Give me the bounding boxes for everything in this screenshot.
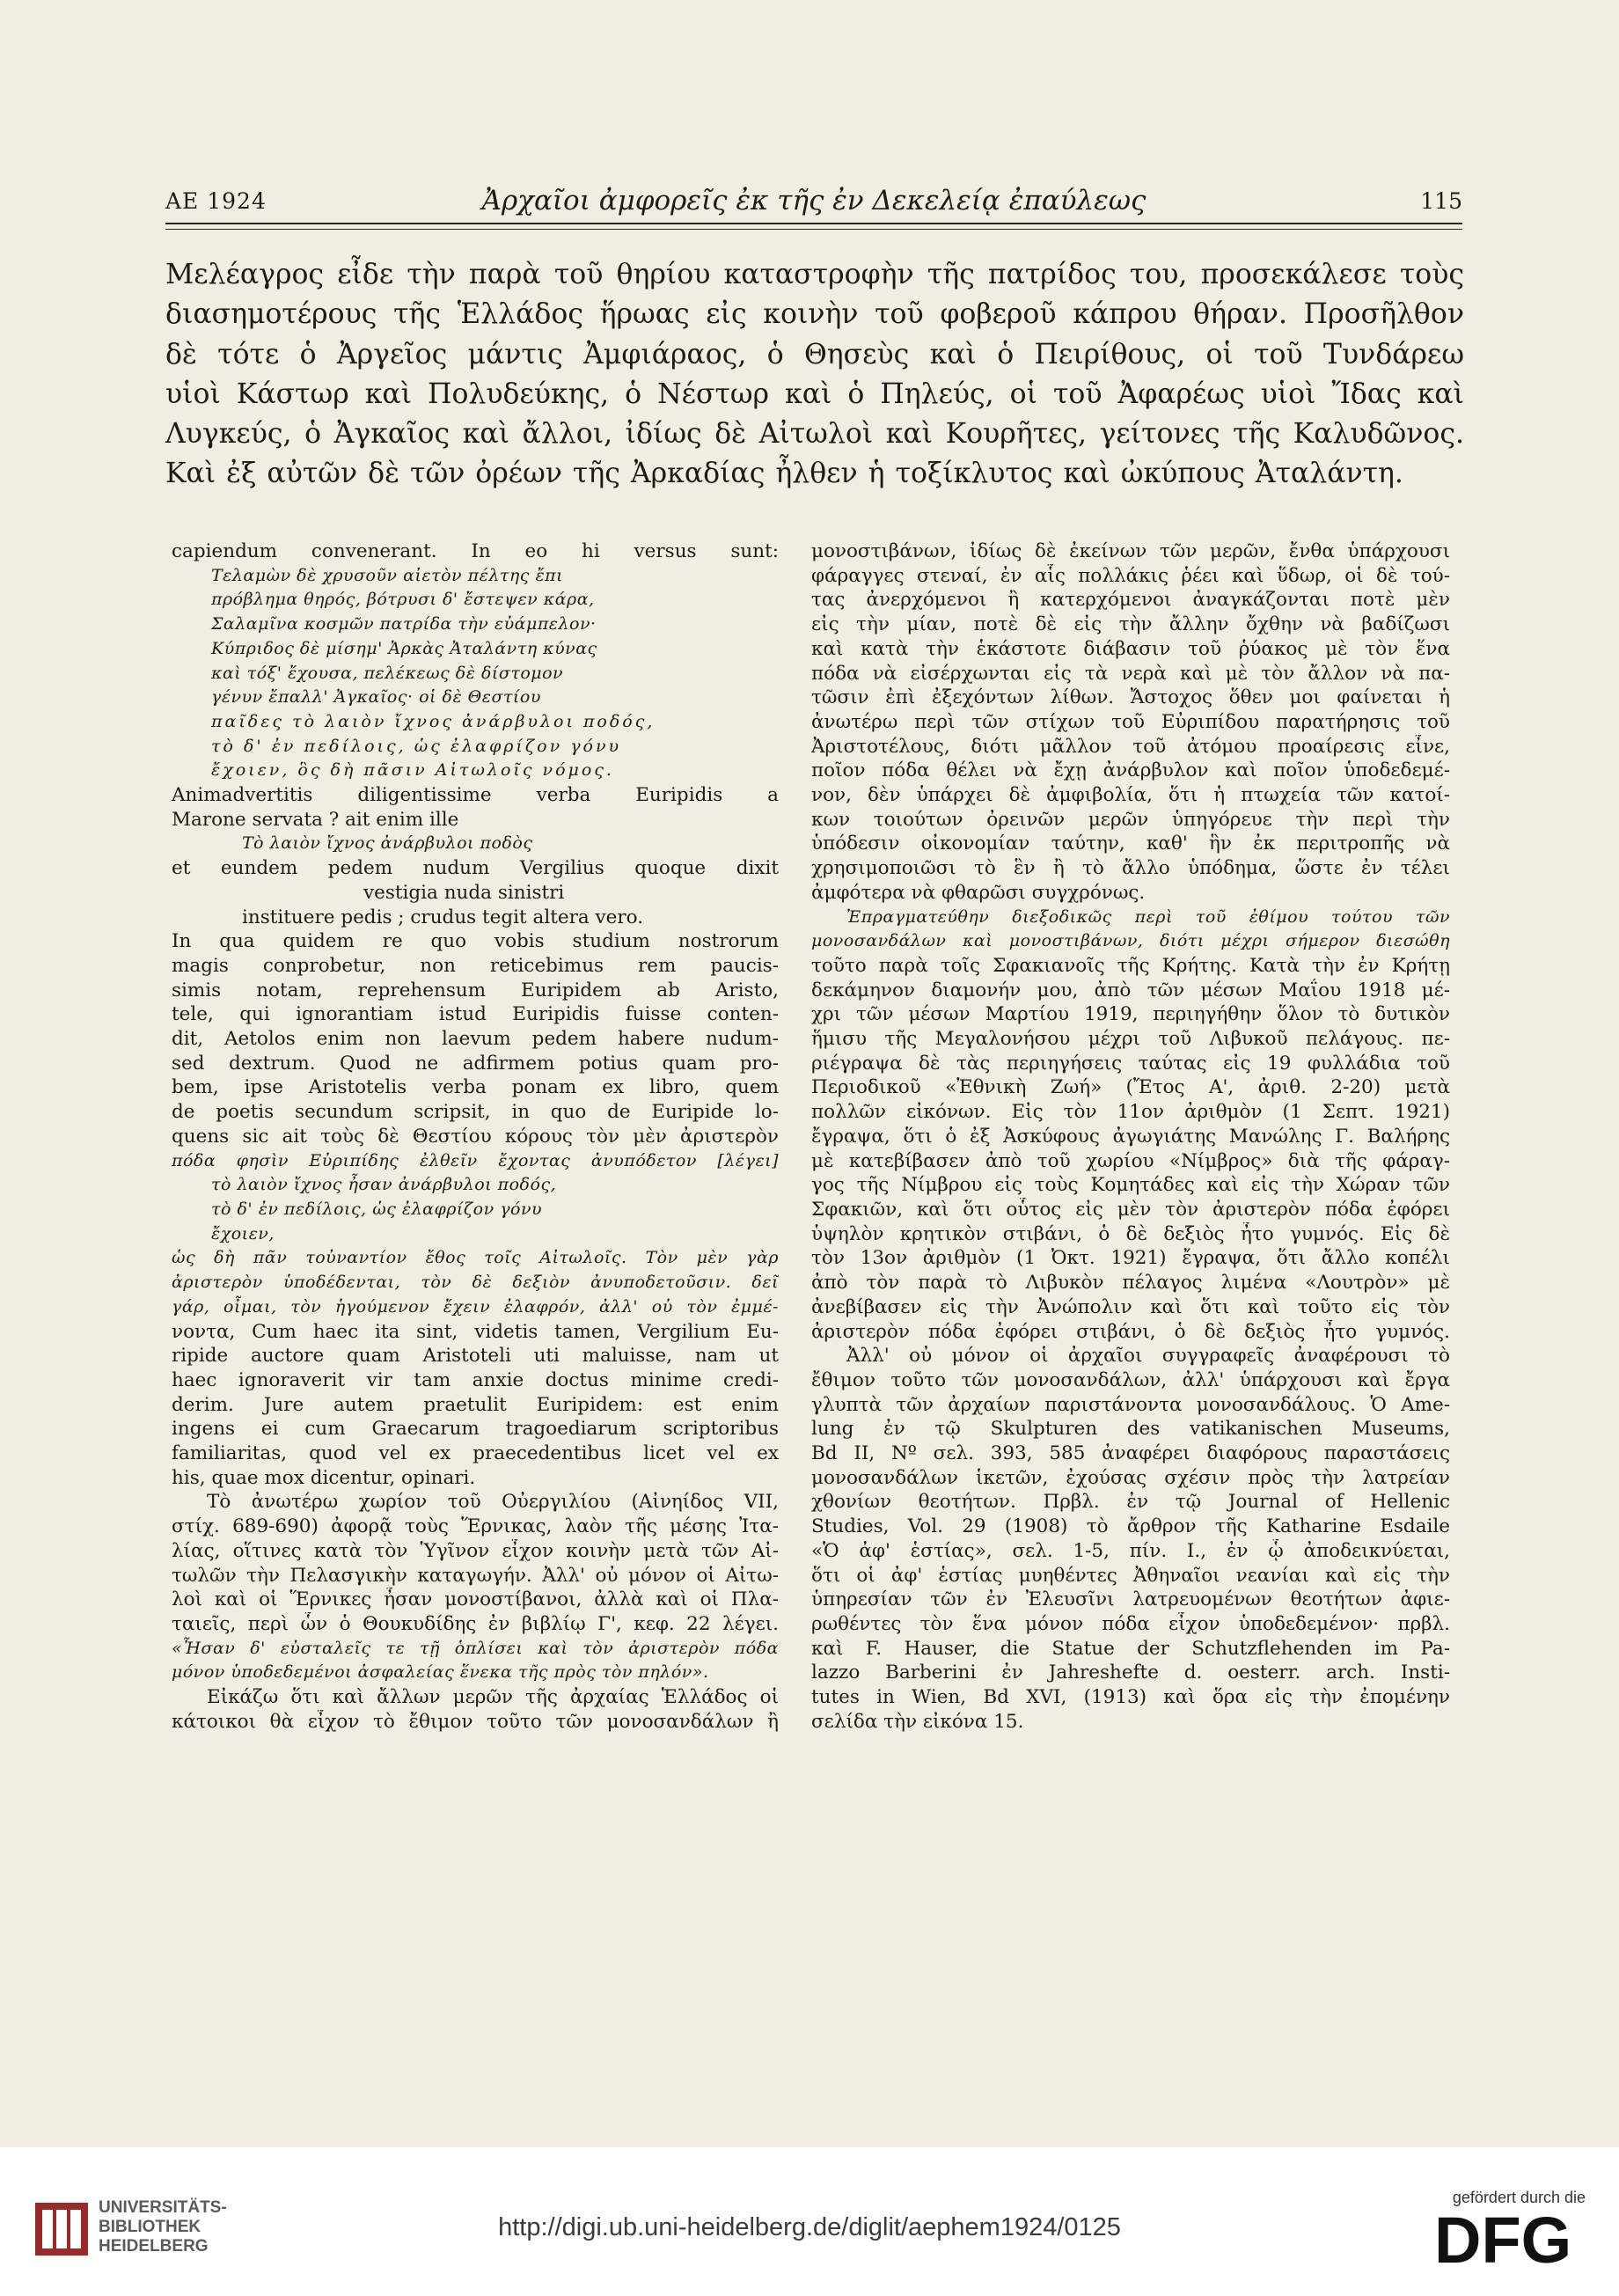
text-line: τας ἀνερχόμενοι ἢ κατερχόμενοι ἀναγκάζονται ποτὲ μὲν: [811, 589, 1450, 612]
text-line: ἀριστερὸν ὑποδέδενται, τὸν δὲ δεξιὸν ἀνυποδετοῦσιν. δεῖ: [172, 1273, 779, 1293]
text-line: εἰς τὴν μίαν, ποτὲ δὲ εἰς τὴν ἄλλην ὄχθην νὰ βαδίζωσι: [811, 613, 1450, 636]
text-line: πόδα νὰ εἰσέρχωνται εἰς τὰ νερὰ καὶ μὲ τὸν ἄλλον νὰ πα-: [811, 662, 1450, 685]
verse-line: ἔχοιεν, ὃς δὴ πᾶσιν Αἰτωλοῖς νόμος.: [211, 760, 614, 781]
text-line: Animadvertitis diligentissime verba Euripidis a: [172, 784, 779, 807]
running-header: [165, 185, 1462, 224]
page-title: Ἀρχαῖοι ἀμφορεῖς ἐκ τῆς ἐν Δεκελείᾳ ἐπαύλεως: [481, 185, 1146, 216]
text-line: καὶ κατὰ τὴν ἑκάστοτε διάβασιν τοῦ ῥύακος μὲ τὸν ἕνα: [811, 637, 1450, 660]
text-line: tutes in Wien, Bd XVI, (1913) καὶ ὅρα εἰς τὴν ἐπομένην: [811, 1686, 1450, 1709]
text-line: Εἰκάζω ὅτι καὶ ἄλλων μερῶν τῆς ἀρχαίας Ἑλλάδος οἱ: [207, 1686, 779, 1709]
text-line: μονοστιβάνων, ἰδίως δὲ ἐκείνων τῶν μερῶν, ἔνθα ὑπάρχουσι: [811, 540, 1450, 562]
text-line: dit, Aetolos enim non laevum pedem habere nudum-: [172, 1028, 779, 1051]
text-line: τωλῶν τὴν Πελασγικὴν καταγωγήν. Ἀλλ' οὐ μόνον οἱ Αἰτω-: [172, 1564, 779, 1587]
text-line: κων τοιούτων ὀρεινῶν μερῶν ὑπηγόρευε τὴν περὶ τὴν: [811, 808, 1450, 831]
text-line: λίας, οἵτινες κατὰ τὸν Ὑγῖνον εἶχον κοινὴν μετὰ τῶν Αἰ-: [172, 1539, 779, 1562]
text-line: Studies, Vol. 29 (1908) τὸ ἄρθρον τῆς Katharine Esdaile: [811, 1515, 1450, 1538]
page-number: 115: [1420, 188, 1462, 214]
text-line: his, quae mox dicentur, opinari.: [172, 1466, 476, 1489]
right-column: [811, 539, 1450, 1734]
text-line: ἀριστερὸν πόδα ἐφόρει στιβάνι, ὁ δὲ δεξιὸς ἦτο γυμνός.: [811, 1320, 1450, 1343]
text-line: familiaritas, quod vel ex praecedentibus licet vel ex: [172, 1442, 779, 1465]
text-line: Σφακιῶν, καὶ ὅτι οὗτος εἰς μὲν τὸν ἀριστερὸν πόδα ἐφόρει: [811, 1198, 1450, 1221]
text-line: Ἀριστοτέλους, διότι μᾶλλον τοῦ ἀτόμου προαίρεσις εἶνε,: [811, 735, 1450, 758]
text-line: νον, δὲν ὑπάρχει δὲ ἀμφιβολία, ὅτι ἡ πτωχεία τῶν κατοί-: [811, 784, 1450, 807]
intro-line: υἱοὶ Κάστωρ καὶ Πολυδεύκης, ὁ Νέστωρ καὶ ὁ Πηλεύς, οἱ τοῦ Ἀφαρέως υἱοὶ Ἴδας καὶ: [165, 378, 1464, 410]
text-line: capiendum convenerant. In eo hi versus sunt:: [172, 540, 779, 562]
text-line: magis conprobetur, non reticebimus rem paucis-: [172, 954, 779, 977]
text-line: Ἀλλ' οὐ μόνον οἱ ἀρχαῖοι συγγραφεῖς ἀναφέρουσι τὸ: [846, 1345, 1450, 1368]
text-line: derim. Jure autem praetulit Euripidem: est enim: [172, 1393, 779, 1416]
text-line: μονοσανδάλων καὶ μονοστιβάνων, διότι μέχρι σήμερον διεσώθη: [811, 931, 1450, 951]
header-rule-thin: [165, 229, 1462, 230]
text-line: πολλῶν εἰκόνων. Εἰς τὸν 11ον ἀριθμὸν (1 Σεπτ. 1921): [811, 1101, 1450, 1124]
text-line: γος τῆς Νίμβρου εἰς τοὺς Κομητάδες καὶ εἰς τὴν Χώραν τῶν: [811, 1174, 1450, 1197]
text-line: Ἐπραγματεύθην διεξοδικῶς περὶ τοῦ ἐθίμου τούτου τῶν: [846, 906, 1450, 927]
intro-line: Καὶ ἐξ αὐτῶν δὲ τῶν ὀρέων τῆς Ἀρκαδίας ἦλθεν ἡ τοξίκλυτος καὶ ὠκύπους Ἀταλάντη.: [165, 458, 1403, 490]
text-line: ἀμφότερα νὰ φθαρῶσι συγχρόνως.: [811, 881, 1146, 904]
text-line: χθονίων θεοτήτων. Πρβλ. ἐν τῷ Journal of Hellenic: [811, 1491, 1450, 1514]
text-line: Marone servata ? ait enim ille: [172, 808, 459, 831]
verse-line: καὶ τόξ' ἔχουσα, πελέκεως δὲ δίστομον: [211, 663, 564, 683]
text-line: ὅτι οἱ ἀφ' ἑστίας μυηθέντες Ἀθηναῖοι νεανίαι καὶ εἰς τὴν: [811, 1564, 1450, 1587]
funding-note: gefördert durch die: [1452, 2189, 1586, 2206]
text-line: ταιεῖς, περὶ ὧν ὁ Θουκυδίδης ἐν βιβλίῳ Γ', κεφ. 22 λέγει.: [172, 1612, 779, 1635]
text-line: λοὶ καὶ οἱ Ἕρνικες ἦσαν μονοστίβανοι, ἀλλὰ καὶ οἱ Πλα-: [172, 1588, 779, 1611]
text-line: bem, ipse Aristotelis verba ponam ex libro, quem: [172, 1076, 779, 1099]
text-line: sed dextrum. Quod ne adfirmem potius quam pro-: [172, 1052, 779, 1075]
text-line: ingens ei cum Graecarum tragoediarum scriptoribus: [172, 1418, 779, 1441]
text-line: κάτοικοι θὰ εἶχον τὸ ἔθιμον τοῦτο τῶν μονοσανδάλων ἢ: [172, 1710, 779, 1733]
text-line: ὑπόδεσιν οἰκονομίαν ταύτην, καθ' ἣν ἐκ περιτροπῆς νὰ: [811, 833, 1450, 855]
journal-abbrev: ΑΕ 1924: [165, 188, 267, 214]
text-line: «Ἦσαν δ' εὐσταλεῖς τε τῇ ὁπλίσει καὶ τὸν ἀριστερὸν πόδα: [172, 1638, 779, 1658]
dfg-logo-text: DFG: [1434, 2208, 1572, 2271]
text-line: σελίδα τὴν εἰκόνα 15.: [811, 1710, 1024, 1733]
verse-line: τὸ λαιὸν ἴχνος ἦσαν ἀνάρβυλοι ποδός,: [211, 1175, 557, 1195]
verse-line: γένυν ἔπαλλ' Ἀγκαῖος· οἱ δὲ Θεστίου: [211, 687, 541, 708]
verse-line: Σαλαμῖνα κοσμῶν πατρίδα τὴν εὐάμπελον·: [211, 614, 597, 635]
text-line: In qua quidem re quo vobis studium nostrorum: [172, 930, 779, 953]
text-line: ἀνεβίβασεν εἰς τὴν Ἀνώπολιν καὶ ὅτι καὶ τοῦτο εἰς τὸν: [811, 1295, 1450, 1318]
text-line: lung ἐν τῷ Skulpturen des vatikanischen Museums,: [811, 1418, 1450, 1441]
text-line: χρησιμοποιῶσι τὸ ἓν ἢ τὸ ἄλλο ὑπόδημα, ὥστε ἐν τέλει: [811, 857, 1450, 880]
text-line: γάρ, οἶμαι, τὸν ἡγούμενον ἔχειν ἐλαφρόν, ἀλλ' οὐ τὸν ἐμμέ-: [172, 1296, 779, 1317]
text-line: «Ὁ ἀφ' ἑστίας», σελ. 1-5, πίν. I., ἐν ᾧ ἀποδεικνύεται,: [811, 1539, 1450, 1562]
text-line: ἀπὸ τὸν παρὰ τὸ Λιβυκὸν πέλαγος λιμένα «Λουτρὸν» μὲ: [811, 1272, 1450, 1295]
text-line: τοῦτο παρὰ τοῖς Σφακιανοῖς τῆς Κρήτης. Κατὰ τὴν ἐν Κρήτῃ: [811, 954, 1450, 977]
text-line: δεκάμηνον διαμονήν μου, ἀπὸ τῶν μέσων Μαΐου 1918 μέ-: [811, 979, 1450, 1001]
intro-line: Λυγκεύς, ὁ Ἀγκαῖος καὶ ἄλλοι, ἰδίως δὲ Αἰτωλοὶ καὶ Κουρῆτες, γείτονες τῆς Καλυδῶνος.: [165, 418, 1464, 451]
text-line: ὑψηλὸν κρητικὸν στιβάνι, ὁ δὲ δεξιὸς ἦτο γυμνός. Εἰς δὲ: [811, 1222, 1450, 1245]
text-line: στίχ. 689-690) ἀφορᾷ τοὺς Ἕρνικας, λαὸν τῆς μέσης Ἰτα-: [172, 1515, 779, 1538]
intro-line: διασημοτέρους τῆς Ἑλλάδος ἥρωας εἰς κοινὴν τοῦ φοβεροῦ κάπρου θήραν. Προσῆλθον: [165, 298, 1464, 331]
text-line: καὶ F. Hauser, die Statue der Schutzflehenden im Pa-: [811, 1637, 1450, 1660]
text-line: τὸν 13ον ἀριθμὸν (1 Ὀκτ. 1921) ἔγραψα, ὅτι ἄλλο κοπέλι: [811, 1247, 1450, 1270]
text-line: ποῖον πόδα θέλει νὰ ἔχῃ ἀνάρβυλον καὶ ποῖον ὑποδεδεμέ-: [811, 759, 1450, 782]
text-line: γλυπτὰ τῶν ἀρχαίων παριστάνοντα μονοσανδάλους. Ὁ Ame-: [811, 1393, 1450, 1416]
text-line: ἔθιμον τοῦτο τῶν μονοσανδάλων, ἀλλ' ὑπάρχουσι καὶ ἔργα: [811, 1368, 1450, 1391]
text-line: μὲ κατεβίβασεν ἀπὸ τοῦ χωρίου «Νίμβρος» διὰ τῆς φάραγ-: [811, 1149, 1450, 1172]
intro-line: Μελέαγρος εἶδε τὴν παρὰ τοῦ θηρίου καταστροφὴν τῆς πατρίδος του, προσεκάλεσε τοὺς: [165, 259, 1464, 290]
library-name: UNIVERSITÄTS- BIBLIOTHEK HEIDELBERG: [99, 2198, 227, 2256]
text-line: ὑπηρεσίαν τῶν ἐν Ἐλευσῖνι λατρευομένων θεοτήτων ἀφιε-: [811, 1588, 1450, 1611]
text-line: Περιοδικοῦ «Ἐθνικὴ Ζωή» (Ἔτος Α', ἀριθ. 2-20) μετὰ: [811, 1076, 1450, 1099]
intro-paragraph: [165, 255, 1464, 495]
text-line: τῶσιν ἐπὶ ἐξεχόντων λίθων. Ἄστοχος ὅθεν μοι φαίνεται ἡ: [811, 686, 1450, 709]
text-line: χρι τῶν μέσων Μαρτίου 1919, περιηγήθην ὅλον τὸ δυτικὸν: [811, 1003, 1450, 1026]
text-line: ὡς δὴ πᾶν τοὐναντίον ἔθος τοῖς Αἰτωλοῖς. Τὸν μὲν γὰρ: [172, 1248, 779, 1268]
text-line: πόδα φησὶν Εὐριπίδης ἐλθεῖν ἔχοντας ἀνυπόδετον [λέγει]: [172, 1150, 779, 1170]
intro-line: δὲ τότε ὁ Ἀργεῖος μάντις Ἀμφιάραος, ὁ Θησεὺς καὶ ὁ Πειρίθους, οἱ τοῦ Τυνδάρεω: [165, 338, 1464, 370]
text-line: ἥμισυ τῆς Μεγαλονήσου μέχρι τοῦ Λιβυκοῦ πελάγους. πε-: [811, 1028, 1450, 1051]
text-line: de poetis secundum scripsit, in quo de Euripide lo-: [172, 1101, 779, 1124]
dfg-logo: [1434, 2208, 1580, 2271]
verse-line: τὸ δ' ἐν πεδίλοις, ὡς ἐλαφρίζον γόνυ: [211, 1199, 543, 1219]
text-line: φάραγγες στεναί, ἐν αἷς πολλάκις ῥέει καὶ ὕδωρ, οἱ δὲ τού-: [811, 564, 1450, 587]
text-line: Τὸ ἀνωτέρω χωρίον τοῦ Οὐεργιλίου (Αἰνηίδος VII,: [207, 1491, 779, 1514]
text-line: quens sic ait τοὺς δὲ Θεστίου κόρους τὸν μὲν ἀριστερὸν: [172, 1125, 779, 1148]
text-line: lazzo Barberini ἐν Jahreshefte d. oesterr. arch. Insti-: [811, 1661, 1450, 1684]
text-line: μόνον ὑποδεδεμένοι ἀσφαλείας ἕνεκα τῆς πρὸς τὸν πηλόν».: [172, 1662, 709, 1683]
text-line: haec ignoraverit vir tam anxie doctus minime credi-: [172, 1368, 779, 1391]
text-line: ἀνωτέρω περὶ τῶν στίχων τοῦ Εὐριπίδου παρατήρησις τοῦ: [811, 710, 1450, 733]
verse-line: πρόβλημα θηρός, βότρυσι δ' ἔστεψεν κάρα,: [211, 590, 595, 610]
text-line: ριέγραψα δὲ τὰς περιηγήσεις ταύτας εἰς 19 φυλλάδια τοῦ: [811, 1052, 1450, 1075]
text-line: tele, qui ignorantiam istud Euripidis fuisse conten-: [172, 1003, 779, 1026]
left-column: [172, 539, 779, 1734]
document-url[interactable]: http://digi.ub.uni-heidelberg.de/diglit/aephem1924/0125: [498, 2213, 1121, 2241]
verse-line: τὸ δ' ἐν πεδίλοις, ὡς ἐλαφρίζον γόνυ: [211, 736, 622, 756]
text-line: ripide auctore quam Aristoteli uti maluisse, nam ut: [172, 1345, 779, 1368]
verse-line: Κύπριδος δὲ μίσημ' Ἀρκὰς Ἀταλάντη κύνας: [211, 638, 597, 658]
verse-line: ἔχοιεν,: [211, 1223, 275, 1243]
header-rule: [165, 223, 1462, 224]
verse-line: vestigia nuda sinistri: [363, 881, 565, 904]
text-line: Bd II, Nº σελ. 393, 585 ἀναφέρει διαφόρους παραστάσεις: [811, 1442, 1450, 1465]
text-line: ρωθέντες τὸν ἕνα μόνον πόδα εἶχον ὑποδεδεμένον· πρβλ.: [811, 1612, 1450, 1635]
text-line: ἔγραψα, ὅτι ὁ ἐξ Ἀσκύφους ἀγωγιάτης Μανώλης Γ. Βαλήρης: [811, 1125, 1450, 1148]
verse-line: παῖδες τὸ λαιὸν ἴχνος ἀνάρβυλοι ποδός,: [211, 711, 656, 731]
verse-line: Τὸ λαιὸν ἴχνος ἀνάρβυλοι ποδὸς: [242, 833, 533, 854]
text-line: et eundem pedem nudum Vergilius quoque dixit: [172, 857, 779, 880]
verse-line: instituere pedis ; crudus tegit altera vero.: [242, 906, 644, 928]
verse-line: Τελαμὼν δὲ χρυσοῦν αἰετὸν πέλτης ἔπι: [211, 565, 564, 585]
text-line: simis notam, reprehensum Euripidem ab Aristo,: [172, 979, 779, 1001]
text-line: νοντα, Cum haec ita sint, videtis tamen, Vergilium Eu-: [172, 1320, 779, 1343]
text-line: μονοσανδάλων ἱκετῶν, ἐχούσας σχέσιν πρὸς τὴν λατρείαν: [811, 1466, 1450, 1489]
